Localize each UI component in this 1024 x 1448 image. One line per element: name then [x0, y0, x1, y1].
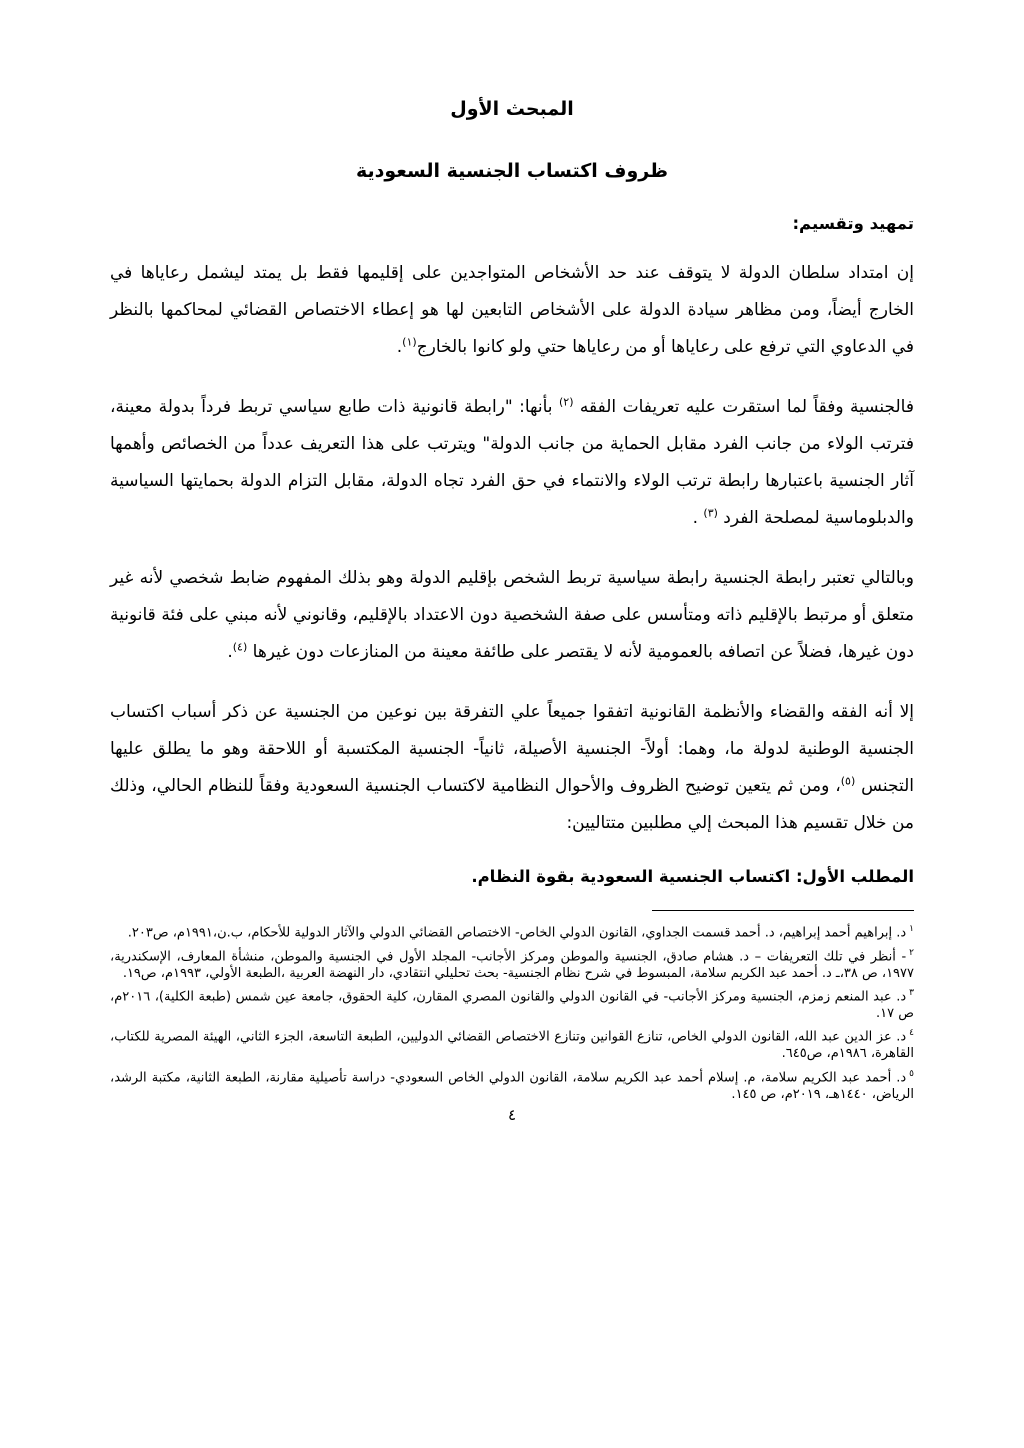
paragraph-4-text-b: ، ومن ثم يتعين توضيح الظروف والأحوال النظامية لاكتساب الجنسية السعودية وفقاً للنظام الحالي، وذلك من خلال تقسيم هذا المبحث إلي مطلبين متتاليين: — [110, 776, 914, 833]
footnote-4 — [110, 1025, 914, 1062]
footnote-number: ٤ — [909, 1028, 914, 1039]
page-number: ٤ — [507, 1106, 517, 1125]
paragraph-1-text-a: إن امتداد سلطان الدولة لا يتوقف عند حد الأشخاص المتواجدين على إقليمها فقط بل يمتد ليشمل رعاياها في الخارج أيضاً، ومن مظاهر سيادة الدولة على الأشخاص التابعين لها هو إعطاء الاختصاص القضائي لمحاكمها بالنظر في الدعاوي التي ترفع على رعاياها أو من رعاياها حتي ولو كانوا بالخارج — [110, 263, 914, 357]
footnote-text: د. أحمد عبد الكريم سلامة، م. إسلام أحمد عبد الكريم سلامة، القانون الدولي الخاص السعودي- دراسة تأصيلية مقارنة، الطبعة الثانية، مكتبة الرشد، الرياض، ١٤٤٠هـ، ٢٠١٩م، ص ١٤٥. — [110, 1070, 914, 1102]
footnote-ref-4[interactable]: (٤) — [232, 640, 248, 654]
footnote-2 — [110, 945, 914, 982]
footnote-text: د. إبراهيم أحمد إبراهيم، د. أحمد قسمت الجداوي، القانون الدولي الخاص- الاختصاص القضائي الدولي والآثار الدولية للأحكام، ب.ن،١٩٩١م، ص٢٠٣. — [127, 925, 907, 941]
footnotes-list — [110, 921, 914, 1103]
footnote-number: ٢ — [909, 947, 914, 958]
footnote-ref-5[interactable]: (٥) — [840, 774, 856, 788]
footnote-ref-2[interactable]: (٢) — [558, 395, 574, 409]
page-content — [110, 92, 914, 1124]
footnote-5 — [110, 1066, 914, 1103]
paragraph-2-text-c: . — [692, 508, 704, 528]
paragraph-3-text-b: . — [227, 642, 233, 662]
paragraph-2 — [110, 389, 914, 537]
footnote-text: د. عبد المنعم زمزم، الجنسية ومركز الأجانب- في القانون الدولي والقانون المصري المقارن، كلية الحقوق، جامعة عين شمس (طبعة الكلية)، ٢٠١٦م، ص ١٧. — [110, 989, 914, 1021]
footnote-number: ٣ — [909, 988, 914, 999]
paragraph-2-text-a: فالجنسية وفقاً لما استقرت عليه تعريفات الفقه — [573, 397, 914, 417]
paragraph-1-text-b: . — [396, 337, 403, 357]
paragraph-4-text-a: إلا أنه الفقه والقضاء والأنظمة القانونية اتفقوا جميعاً علي التفرقة بين نوعين من الجنسية عن ذكر أسباب اكتساب الجنسية الوطنية لدولة ما، وهما: أولاً- الجنسية الأصيلة، ثانياً- الجنسية المكتسبة أو اللاحقة وهو ما يطلق عليها التجنس — [110, 702, 914, 796]
footnote-ref-3[interactable]: (٣) — [703, 506, 718, 520]
paragraph-1 — [110, 255, 914, 366]
paragraph-3-text-a: وبالتالي تعتبر رابطة الجنسية رابطة سياسية تربط الشخص بإقليم الدولة وهو بذلك المفهوم ضابط شخصي لأنه غير متعلق أو مرتبط بالإقليم ذاته ومتأسس على صفة الشخصية دون الاعتداد بالإقليم، وقانوني لأنه مبني على فئة قانونية دون غيرها، فضلاً عن اتصافه بالعمومية لأنه لا يقتصر على طائفة معينة من المنازعات دون غيرها — [110, 568, 914, 662]
section-title: المطلب الأول: اكتساب الجنسية السعودية بقوة النظام. — [471, 867, 914, 886]
footnote-number: ١ — [909, 924, 914, 934]
footnote-separator — [652, 910, 914, 911]
paragraph-4 — [110, 694, 914, 842]
footnote-1 — [110, 921, 914, 942]
chapter-heading: المبحث الأول — [450, 98, 574, 120]
footnote-text: د. عز الدين عبد الله، القانون الدولي الخاص، تنازع القوانين وتنازع الاختصاص القضائي الدوليين، الطبعة التاسعة، الجزء الثاني، الهيئة المصرية للكتاب، القاهرة، ١٩٨٦م، ص٦٤٥. — [110, 1029, 914, 1062]
paragraph-2-text-b: بأنها: "رابطة قانونية ذات طابع سياسي تربط فرداً بدولة معينة، فترتب الولاء من جانب الفرد مقابل الحماية من جانب الدولة" ويترتب على هذا التعريف عدداً من الخصائص وأهمها آثار الجنسية باعتبارها رابطة ترتب الولاء والانتماء في حق الفرد تجاه الدولة، مقابل التزام الدولة بحمايتها السياسية والدبلوماسية لمصلحة الفرد — [110, 397, 914, 528]
footnote-number: ٥ — [909, 1068, 914, 1079]
footnote-text: - أنظر في تلك التعريفات – د. هشام صادق، الجنسية والموطن ومركز الأجانب- المجلد الأول في الجنسية والموطن، منشأة المعارف، الإسكندرية، ١٩٧٧، ص ٣٨،ـ د. أحمد عبد الكريم سلامة، المبسوط في شرح نظام الجنسية- بحث تحليلي انتقادي، دار النهضة العربية ،الطبعة الأولي، ١٩٩٣م، ص١٩. — [110, 949, 914, 981]
chapter-subtitle: ظروف اكتساب الجنسية السعودية — [355, 160, 669, 182]
paragraph-3 — [110, 560, 914, 671]
intro-subheading: تمهيد وتقسيم: — [792, 214, 914, 233]
footnote-ref-1[interactable]: (١) — [402, 335, 417, 349]
footnote-3 — [110, 985, 914, 1022]
